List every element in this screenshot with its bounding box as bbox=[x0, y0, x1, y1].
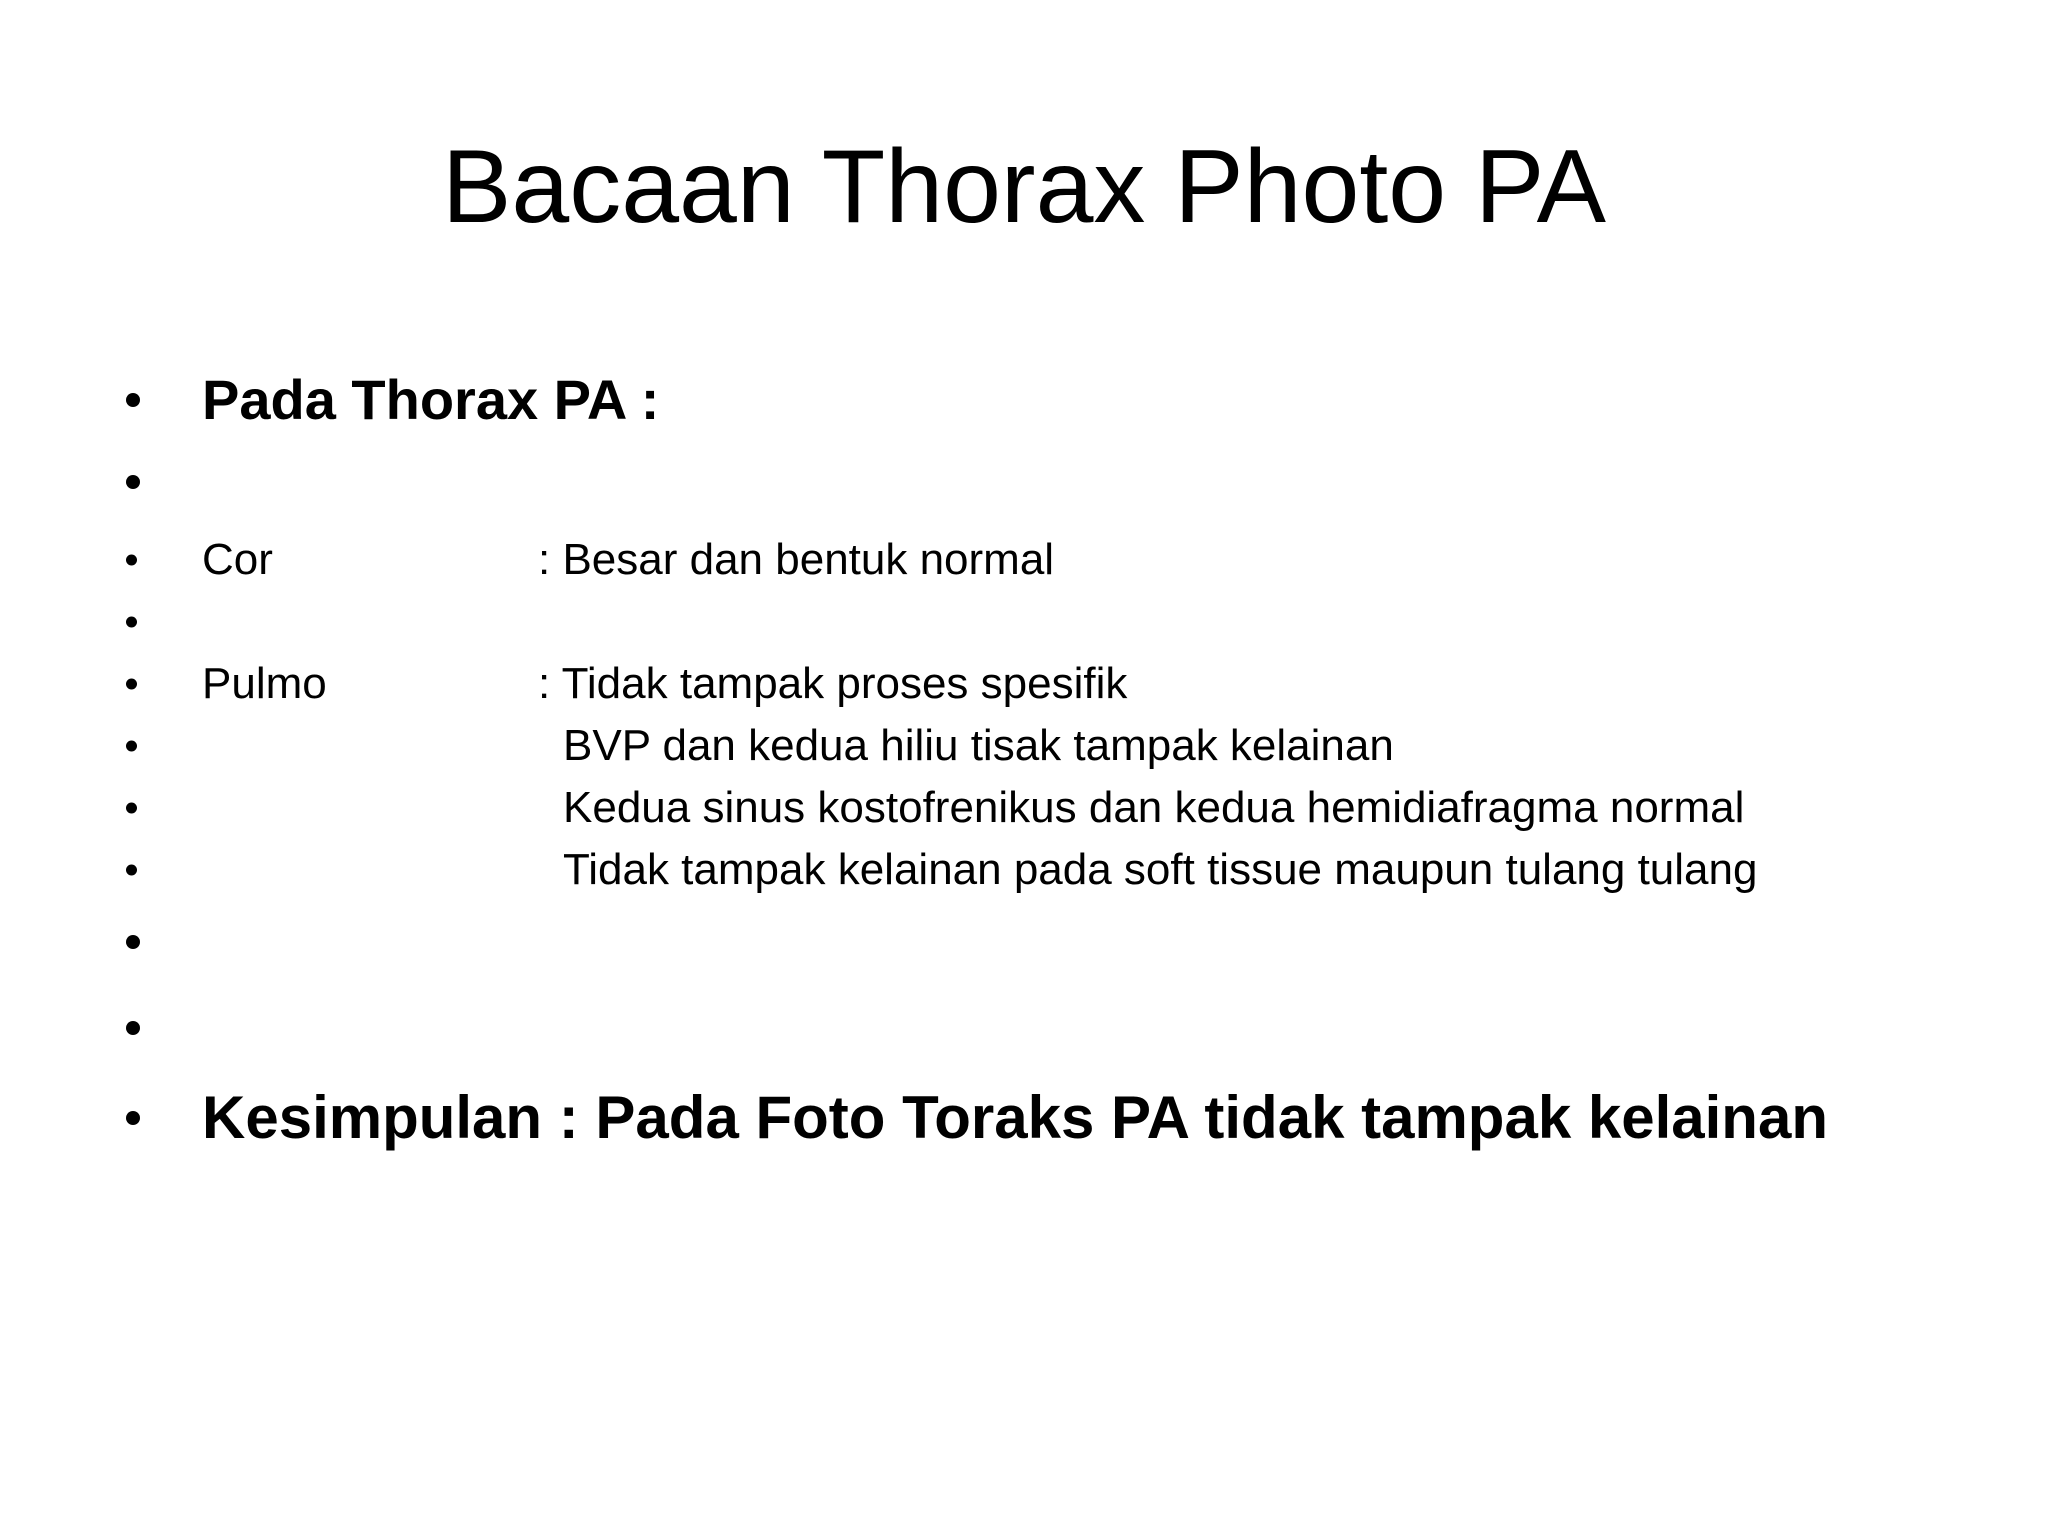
bullet-icon bbox=[126, 679, 137, 690]
pulmo-detail-line: BVP dan kedua hiliu tisak tampak kelainan bbox=[563, 721, 1394, 770]
bullet-icon bbox=[126, 617, 137, 628]
list-item-conclusion bbox=[0, 1084, 2048, 1151]
bullet-icon bbox=[126, 1021, 140, 1035]
bullet-icon bbox=[126, 555, 137, 566]
bullet-icon bbox=[126, 803, 137, 814]
pulmo-detail-line: Kedua sinus kostofrenikus dan kedua hemidiafragma normal bbox=[563, 783, 1745, 832]
section-heading: Pada Thorax PA : bbox=[202, 368, 660, 431]
finding-label-cor: Cor bbox=[202, 535, 273, 584]
slide-title: Bacaan Thorax Photo PA bbox=[441, 129, 1606, 245]
list-item-pulmo-continuation bbox=[0, 778, 2048, 838]
list-item-cor bbox=[0, 530, 2048, 590]
list-item-empty bbox=[0, 998, 2048, 1058]
bullet-icon bbox=[126, 1111, 140, 1125]
list-item-pulmo-continuation bbox=[0, 840, 2048, 900]
list-item-pulmo bbox=[0, 654, 2048, 714]
bullet-icon bbox=[126, 865, 137, 876]
finding-value-pulmo: : Tidak tampak proses spesifik bbox=[538, 659, 1128, 708]
list-item-empty bbox=[0, 452, 2048, 512]
bullet-icon bbox=[126, 393, 140, 407]
finding-label-pulmo: Pulmo bbox=[202, 659, 327, 708]
bullet-icon bbox=[126, 475, 140, 489]
bullet-icon bbox=[126, 935, 140, 949]
bullet-icon bbox=[126, 741, 137, 752]
list-item-empty bbox=[0, 912, 2048, 972]
list-item-empty bbox=[0, 592, 2048, 652]
list-item-heading bbox=[0, 370, 2048, 430]
list-item-pulmo-continuation bbox=[0, 716, 2048, 776]
conclusion-text: Kesimpulan : Pada Foto Toraks PA tidak tampak kelainan bbox=[202, 1084, 1828, 1151]
pulmo-detail-line: Tidak tampak kelainan pada soft tissue maupun tulang tulang bbox=[563, 845, 1758, 894]
finding-value-cor: : Besar dan bentuk normal bbox=[538, 535, 1055, 584]
